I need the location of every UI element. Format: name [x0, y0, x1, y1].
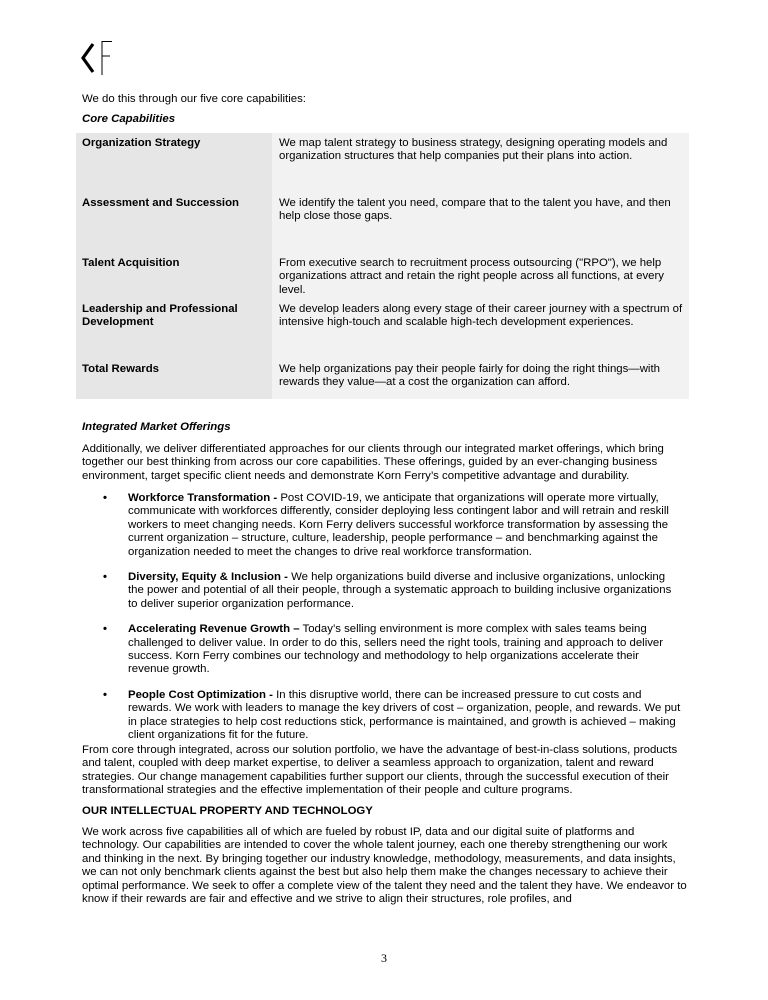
table-row: [76, 359, 689, 399]
bullet-text: Today’s selling environment is more complex with sales teams being challenged to deliver value. In order to do this, sellers need the right tools, training and approach to deliver success. Korn Ferry combines our technology and methodology to help organizations accelerate their revenue growth.: [128, 623, 664, 676]
capability-description: We help organizations pay their people fairly for doing the right things—with rewards they value—at a cost the organization can afford.: [272, 359, 689, 399]
bullet-text: We help organizations build diverse and inclusive organizations, unlocking the power and potential of all their people, through a systematic approach to building inclusive organizations to deliver superior organization performance.: [128, 571, 672, 610]
table-row: [76, 133, 689, 193]
capability-name: Leadership and Professional Development: [76, 299, 272, 359]
bullet-icon: •: [103, 623, 107, 636]
bullet-title: Accelerating Revenue Growth –: [128, 623, 300, 636]
capability-name: Organization Strategy: [76, 133, 272, 193]
intro-text: We do this through our five core capabilities:: [82, 93, 306, 105]
list-item: [82, 571, 682, 611]
bullet-text: In this disruptive world, there can be increased pressure to cut costs and rewards. We work with leaders to manage the key drivers of cost – organization, people, and rewards. We put in place strategies to help cost reductions stick, performance is maintained, and growth is achieved – making client organizations fit for the future.: [128, 688, 681, 742]
capability-name: Talent Acquisition: [76, 253, 272, 299]
capability-description: We develop leaders along every stage of their career journey with a spectrum of intensive high-touch and scalable high-tech development experiences.: [272, 299, 689, 359]
core-capabilities-table: [76, 133, 689, 399]
page-number: 3: [381, 951, 387, 965]
bullet-icon: •: [103, 571, 107, 584]
list-item: [82, 689, 682, 743]
kf-logo-icon: [80, 38, 128, 78]
bullet-title: Workforce Transformation -: [128, 492, 278, 504]
core-capabilities-heading: Core Capabilities: [82, 113, 176, 125]
table-row: [76, 193, 689, 253]
table-row: [76, 253, 689, 299]
bullet-title: Diversity, Equity & Inclusion -: [128, 571, 288, 584]
capability-description: From executive search to recruitment process outsourcing ("RPO"), we help organizations attract and retain the right people across all functions, at every level.: [272, 253, 689, 299]
table-row: [76, 299, 689, 359]
capability-description: We identify the talent you need, compare that to the talent you have, and then help close those gaps.: [272, 193, 689, 253]
capability-description: We map talent strategy to business strategy, designing operating models and organization structures that help companies put their plans into action.: [272, 133, 689, 193]
integrated-market-offerings-paragraph: Additionally, we deliver differentiated approaches for our clients through our integrated market offerings, which bring together our best thinking from across our core capabilities. These offerings, guided by an ever-changing business environment, target specific client needs and demonstrate Korn Ferry’s competitive advantage and durability.: [82, 443, 664, 482]
offerings-list: [82, 492, 682, 755]
capability-name: Total Rewards: [76, 359, 272, 399]
bullet-icon: •: [103, 492, 107, 504]
ip-technology-paragraph: We work across five capabilities all of which are fueled by robust IP, data and our digital suite of platforms and technology. Our capabilities are intended to cover the whole talent journey, each one thereby strengthening our work and thinking in the next. By bringing together our industry knowledge, methodology, measurements, and data insights, we can not only benchmark clients against the best but also help them make the changes necessary to achieve their optimal performance. We seek to offer a complete view of the talent they need and the talent they have. We endeavor to know if their rewards are fair and effective and we strive to align their structures, role profiles, and: [82, 826, 687, 906]
integrated-market-offerings-heading: Integrated Market Offerings: [82, 421, 231, 433]
list-item: [82, 623, 682, 677]
capability-name: Assessment and Succession: [76, 193, 272, 253]
closing-paragraph: From core through integrated, across our solution portfolio, we have the advantage of best-in-class solutions, products and talent, coupled with deep market expertise, to deliver a seamless approach to organization, talent and reward strategies. Our change management capabilities further support our clients, through the successful execution of their transformational strategies and the effective implementation of their people and culture programs.: [82, 744, 678, 797]
ip-technology-heading: OUR INTELLECTUAL PROPERTY AND TECHNOLOGY: [82, 805, 373, 817]
bullet-title: People Cost Optimization -: [128, 688, 273, 701]
bullet-icon: •: [103, 688, 107, 701]
bullet-text: Post COVID-19, we anticipate that organizations will operate more virtually, communicate with workforces differently, consider deploying less contingent labor and will retrain and reskill workers to meet changing needs. Korn Ferry delivers successful workforce transformation by assessing the current organization – structure, culture, leadership, people performance – and benchmarking against the organization needed to meet the changes to drive real workforce transformation.: [128, 492, 669, 558]
list-item: [82, 492, 682, 559]
